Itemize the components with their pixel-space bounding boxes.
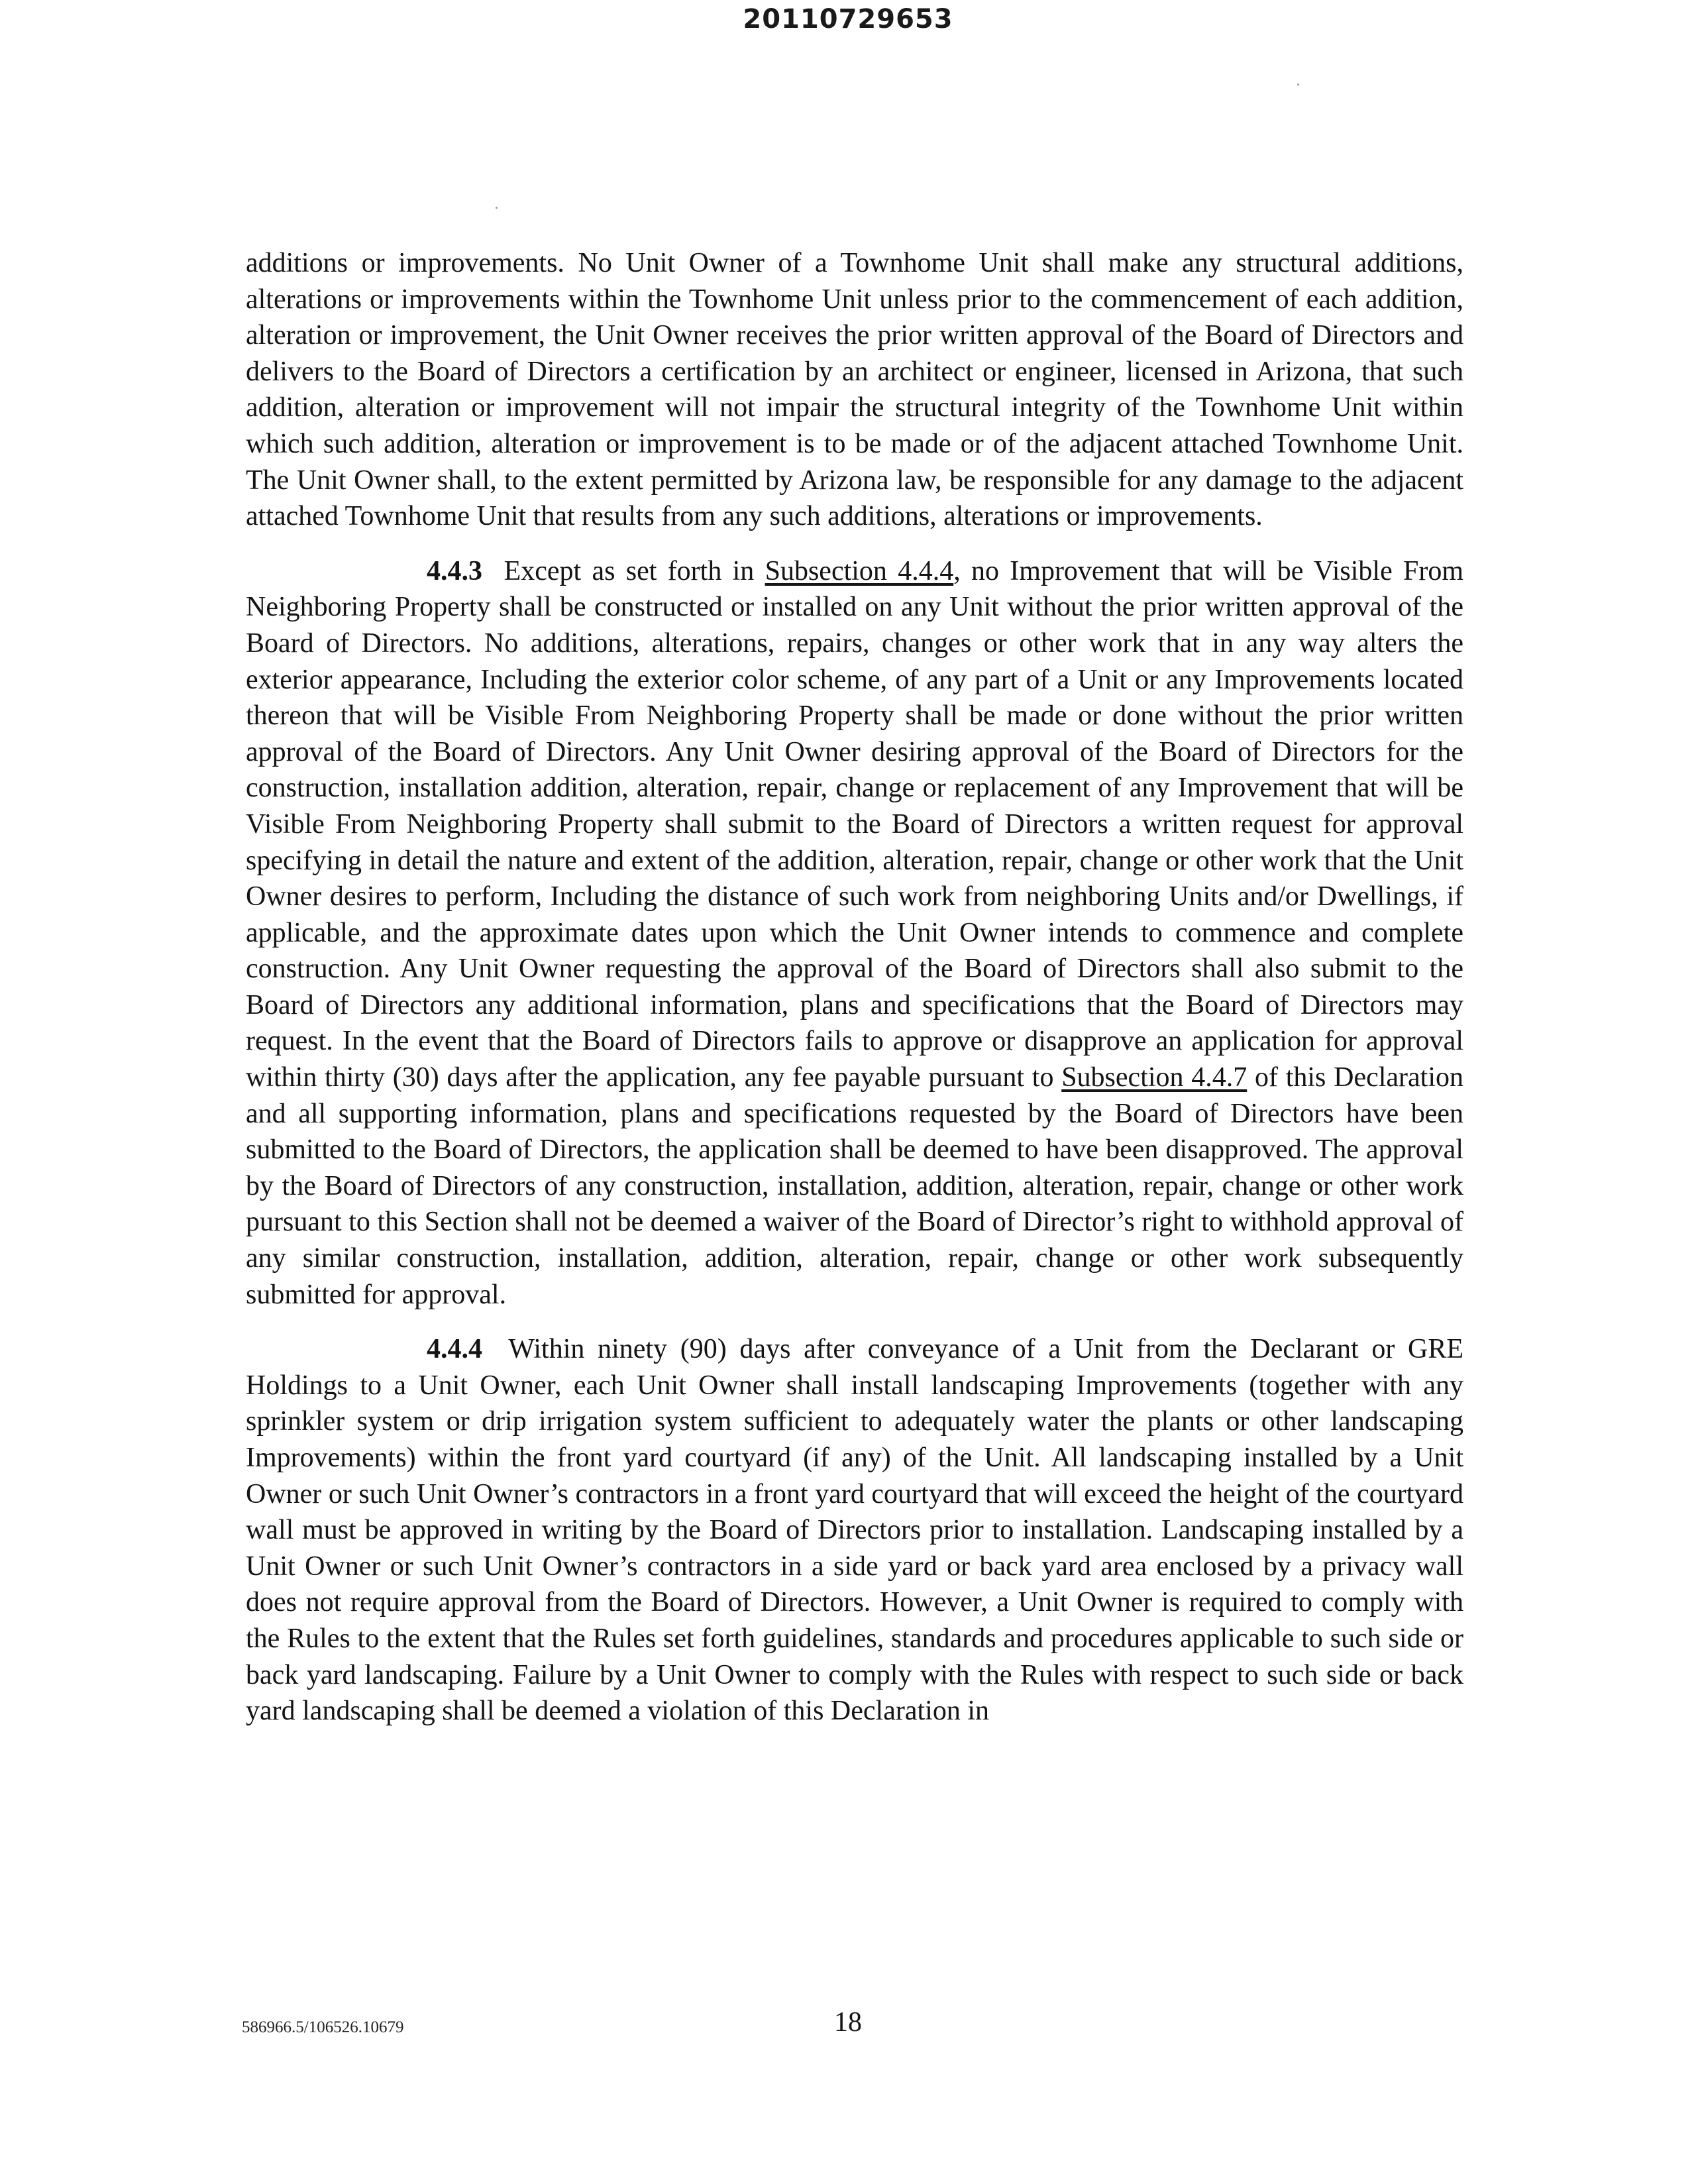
section-text: Within ninety (90) days after conveyance of a Unit from the Declarant or GRE Holdings to a Unit Owner, each Unit Owner shall install landscaping Improvements (together with any sprinkler system or drip irrigation system sufficient to adequately water the plants or other landscaping Improvements) within the front yard courtyard (if any) of the Unit. All landscaping installed by a Unit Owner or such Unit Owner’s contractors in a front yard courtyard that will exceed the height of the courtyard wall must be approved in writing by the Board of Directors prior to installation. Landscaping installed by a Unit Owner or such Unit Owner’s contractors in a side yard or back yard area enclosed by a privacy wall does not require approval from the Board of Directors. However, a Unit Owner is required to comply with the Rules to the extent that the Rules set forth guidelines, standards and procedures applicable to such side or back yard landscaping. Failure by a Unit Owner to comply with the Rules with respect to such side or back yard landscaping shall be deemed a violation of this Declaration in [246, 1334, 1464, 1727]
scan-speck [496, 207, 498, 209]
section-number: 4.4.4 [427, 1334, 482, 1365]
section-4-4-3 [246, 553, 1463, 1313]
cross-reference: Subsection 4.4.7 [1061, 1062, 1247, 1093]
document-body [246, 245, 1463, 1748]
section-text: Except as set forth in [504, 555, 755, 586]
paragraph-continuation: additions or improvements. No Unit Owner of a Townhome Unit shall make any structural additions, alterations or improvements within the Townhome Unit unless prior to the commencement of each addition, alteration or improvement, the Unit Owner receives the prior written approval of the Board of Directors and delivers to the Board of Directors a certification by an architect or engineer, licensed in Arizona, that such addition, alteration or improvement will not impair the structural integrity of the Townhome Unit within which such addition, alteration or improvement is to be made or of the adjacent attached Townhome Unit. The Unit Owner shall, to the extent permitted by Arizona law, be responsible for any damage to the adjacent attached Townhome Unit that results from any such additions, alterations or improvements. [246, 248, 1463, 532]
scan-speck [1297, 83, 1299, 85]
section-4-4-4 [246, 1331, 1463, 1729]
page-number: 18 [834, 2007, 862, 2038]
section-number: 4.4.3 [427, 555, 482, 586]
cross-reference: Subsection 4.4.4 [765, 555, 954, 586]
recording-number-header: 20110729653 [743, 4, 953, 34]
footer-file-id: 586966.5/106526.10679 [242, 2018, 404, 2036]
section-text: , no Improvement that will be Visible From Neighboring Property shall be constructed or installed on any Unit without the prior written approval of the Board of Directors. No additions, alterations, repairs, changes or other work that in any way alters the exterior appearance, Including the exterior color scheme, of any part of a Unit or any Improvements located thereon that will be Visible From Neighboring Property shall be made or done without the prior written approval of the Board of Directors. Any Unit Owner desiring approval of the Board of Directors for the construction, installation addition, alteration, repair, change or replacement of any Improvement that will be Visible From Neighboring Property shall submit to the Board of Directors a written request for approval specifying in detail the nature and extent of the addition, alteration, repair, change or other work that the Unit Owner desires to perform, Including the distance of such work from neighboring Units and/or Dwellings, if applicable, and the approximate dates upon which the Unit Owner intends to commence and complete construction. Any Unit Owner requesting the approval of the Board of Directors shall also submit to the Board of Directors any additional information, plans and specifications that the Board of Directors may request. In the event that the Board of Directors fails to approve or disapprove an application for approval within thirty (30) days after the application, any fee payable pursuant to [246, 555, 1464, 1093]
section-text: of this Declaration and all supporting information, plans and specifications requested by the Board of Directors have been submitted to the Board of Directors, the application shall be deemed to have been disapproved. The approval by the Board of Directors of any construction, installation, addition, alteration, repair, change or other work pursuant to this Section shall not be deemed a waiver of the Board of Director’s right to withhold approval of any similar construction, installation, addition, alteration, repair, change or other work subsequently submitted for approval. [246, 1062, 1464, 1310]
